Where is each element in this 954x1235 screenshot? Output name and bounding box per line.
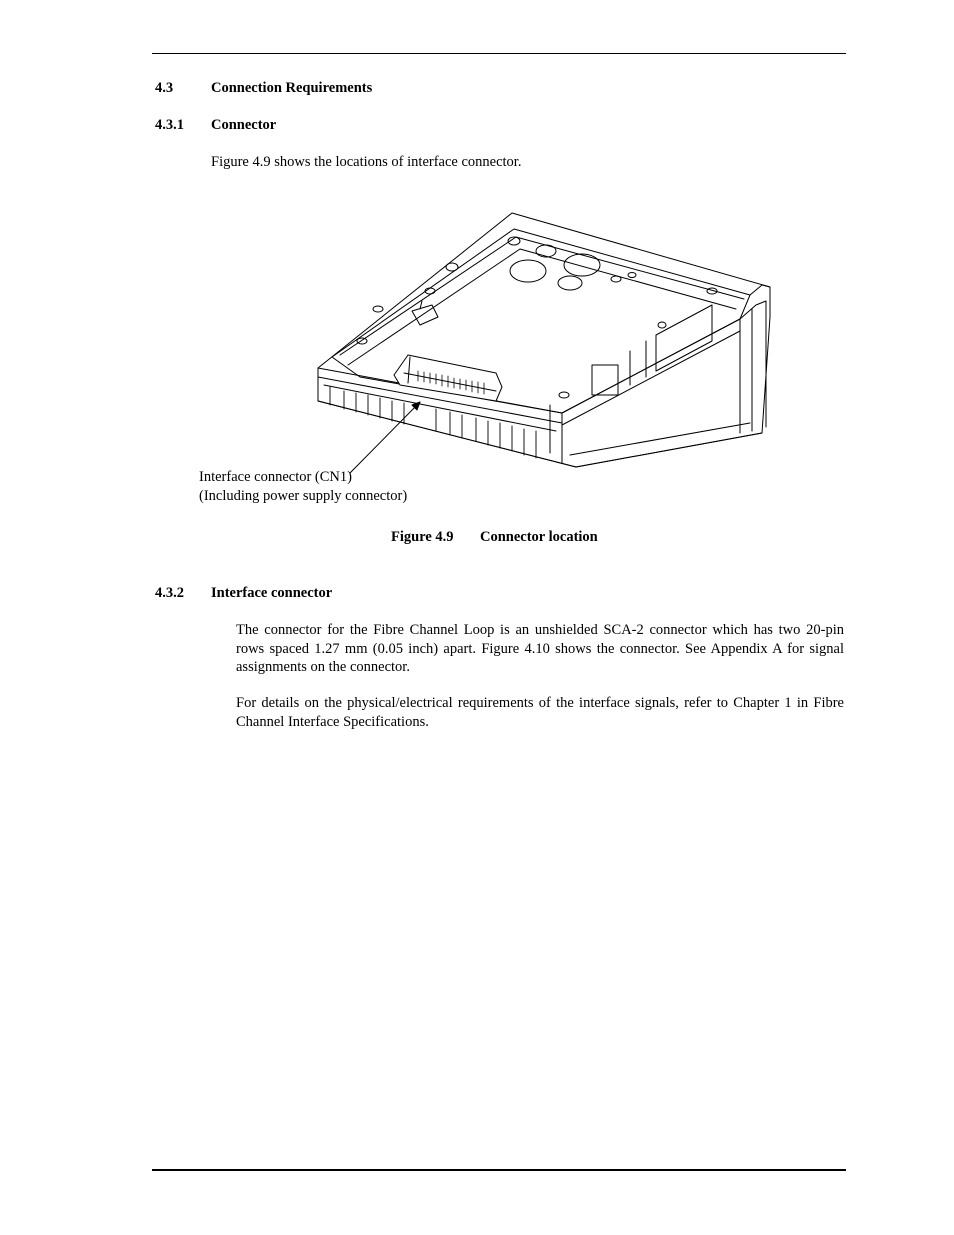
figure-caption xyxy=(391,529,598,546)
body-paragraph-2: For details on the physical/electrical requirements of the interface signals, refer to Chapter 1 in Fibre Channel Interface Specifications. xyxy=(236,695,844,730)
section-title: Connection Requirements xyxy=(211,80,373,96)
drive-chassis xyxy=(318,213,770,467)
header-rule xyxy=(152,53,846,54)
figure-caption-title: Connector location xyxy=(480,529,598,545)
figure-caption-label: Figure 4.9 xyxy=(391,529,454,545)
section-number: 4.3.2 xyxy=(155,585,184,601)
callout-line-1: Interface connector (CN1) xyxy=(199,469,352,485)
intro-paragraph: Figure 4.9 shows the locations of interface connector. xyxy=(211,154,522,170)
body-paragraph-1: The connector for the Fibre Channel Loop is an unshielded SCA-2 connector which has two 20-pin rows spaced 1.27 mm (0.05 inch) apart. Figure 4.10 shows the connector. See Appendix A for signal assignments on the connector. xyxy=(236,622,844,675)
section-heading-4-3 xyxy=(155,80,372,97)
section-number: 4.3 xyxy=(155,80,174,96)
section-heading-4-3-1 xyxy=(155,117,276,134)
section-title: Interface connector xyxy=(211,585,333,601)
callout-line-2: (Including power supply connector) xyxy=(199,487,408,504)
section-title: Connector xyxy=(211,117,277,133)
footer-rule xyxy=(152,1169,846,1171)
section-heading-4-3-2 xyxy=(155,585,332,602)
figure-callout xyxy=(199,468,407,505)
drive-illustration xyxy=(300,205,780,475)
section-number: 4.3.1 xyxy=(155,117,184,133)
